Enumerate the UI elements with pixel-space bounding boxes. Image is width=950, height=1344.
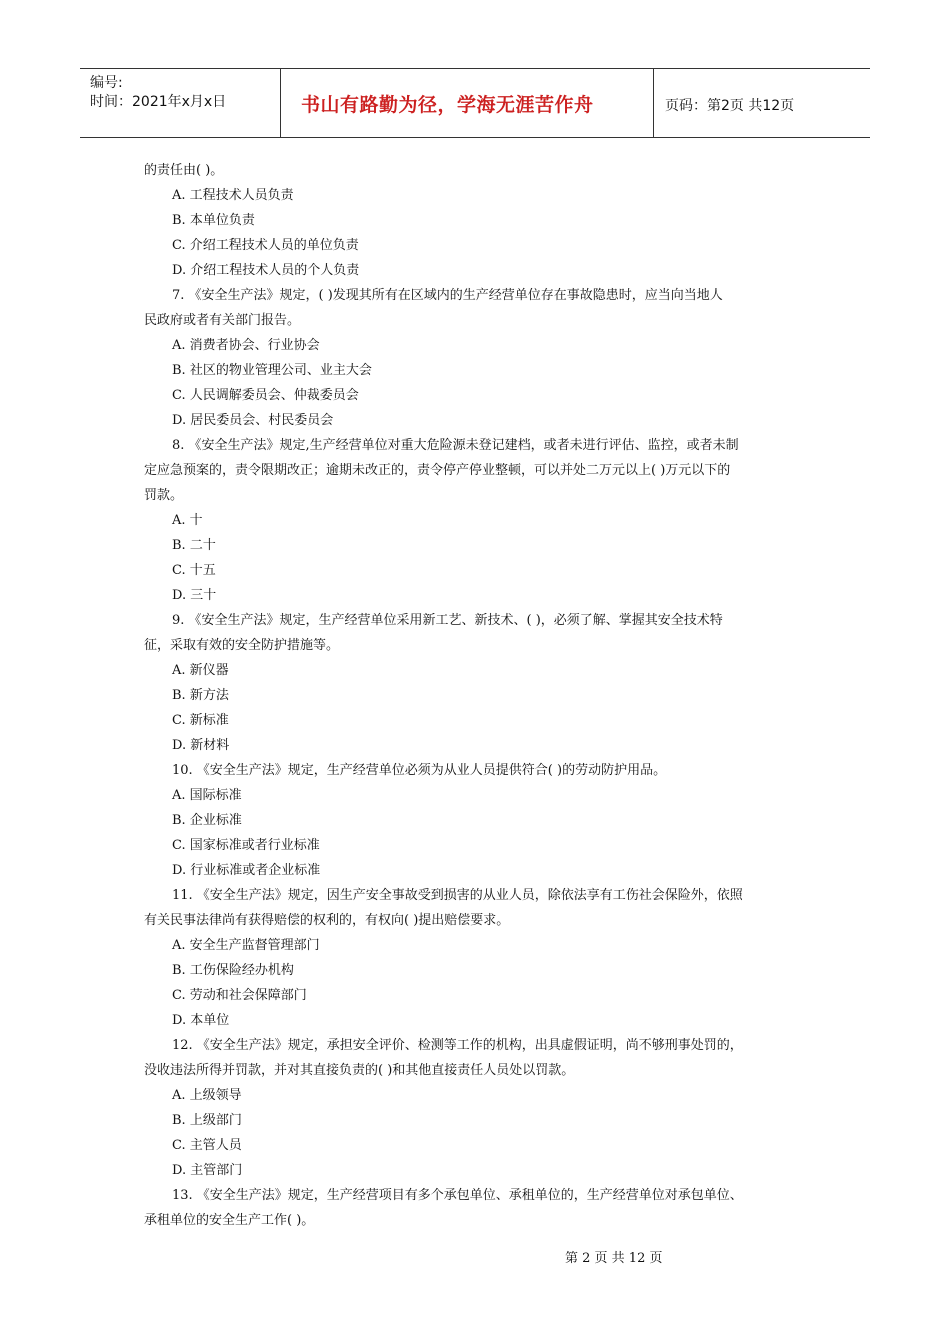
answer-option: A. 消费者协会、行业协会 [172,338,320,353]
question-text: 10. 《安全生产法》规定，生产经营单位必须为从业人员提供符合( )的劳动防护用品。 [172,763,667,778]
answer-option: D. 主管部门 [172,1163,243,1178]
question-text-continued: 定应急预案的，责令限期改正；逾期未改正的，责令停产停业整顿，可以并处二万元以上( )万元以下的 [144,463,731,478]
question-text: 13. 《安全生产法》规定，生产经营项目有多个承包单位、承租单位的，生产经营单位对承包单位、 [172,1188,743,1203]
answer-option: B. 社区的物业管理公司、业主大会 [172,363,372,378]
answer-option: C. 十五 [172,563,216,578]
answer-option: C. 新标准 [172,713,229,728]
question-text-continued: 民政府或者有关部门报告。 [144,313,301,328]
question-text: 7. 《安全生产法》规定，( )发现其所有在区域内的生产经营单位存在事故隐患时，应当向当地人 [172,288,723,303]
question-text-continued: 承租单位的安全生产工作( )。 [144,1213,315,1228]
answer-option: A. 安全生产监督管理部门 [172,938,320,953]
question-text: 12. 《安全生产法》规定，承担安全评价、检测等工作的机构，出具虚假证明，尚不够刑事处罚的， [172,1038,743,1053]
answer-option: C. 国家标准或者行业标准 [172,838,320,853]
answer-option: B. 新方法 [172,688,229,703]
time-label: 时间：2021年x月x日 [90,94,227,110]
answer-option: D. 新材料 [172,738,230,753]
question-text-continued: 没收违法所得并罚款，并对其直接负责的( )和其他直接责任人员处以罚款。 [144,1063,575,1078]
answer-option: A. 工程技术人员负责 [172,188,294,203]
answer-option: D. 行业标准或者企业标准 [172,863,321,878]
header-page-cell [653,69,870,137]
answer-option: C. 主管人员 [172,1138,242,1153]
document-body [144,158,810,1233]
question-text-continued: 的责任由( )。 [144,163,224,178]
question-text: 9. 《安全生产法》规定，生产经营单位采用新工艺、新技术、( )，必须了解、掌握其安全技术特 [172,613,723,628]
answer-option: D. 介绍工程技术人员的个人负责 [172,263,360,278]
answer-option: A. 十 [172,513,203,528]
answer-option: C. 劳动和社会保障部门 [172,988,307,1003]
question-text-continued: 有关民事法律尚有获得赔偿的权利的，有权向( )提出赔偿要求。 [144,913,510,928]
question-text: 11. 《安全生产法》规定，因生产安全事故受到损害的从业人员，除依法享有工伤社会保险外，依照 [172,888,743,903]
header-page-label: 页码：第2页 共12页 [665,98,795,114]
motto-text: 书山有路勤为径，学海无涯苦作舟 [301,94,594,116]
footer-page-number: 第 2 页 共 12 页 [565,1251,663,1266]
answer-option: D. 三十 [172,588,217,603]
answer-option: B. 上级部门 [172,1113,242,1128]
answer-option: A. 新仪器 [172,663,229,678]
answer-option: D. 本单位 [172,1013,230,1028]
answer-option: B. 企业标准 [172,813,242,828]
question-text-continued: 罚款。 [144,488,184,503]
header-motto-cell [280,69,654,137]
answer-option: C. 人民调解委员会、仲裁委员会 [172,388,359,403]
answer-option: C. 介绍工程技术人员的单位负责 [172,238,359,253]
header-info-cell [80,69,280,137]
question-text-continued: 征，采取有效的安全防护措施等。 [144,638,340,653]
answer-option: B. 工伤保险经办机构 [172,963,294,978]
question-text: 8. 《安全生产法》规定,生产经营单位对重大危险源未登记建档，或者未进行评估、监控，或者未制 [172,438,739,453]
answer-option: A. 上级领导 [172,1088,242,1103]
page-header [80,68,870,138]
number-label: 编号: [90,75,123,91]
answer-option: B. 二十 [172,538,216,553]
answer-option: A. 国际标准 [172,788,242,803]
answer-option: D. 居民委员会、村民委员会 [172,413,334,428]
answer-option: B. 本单位负责 [172,213,255,228]
